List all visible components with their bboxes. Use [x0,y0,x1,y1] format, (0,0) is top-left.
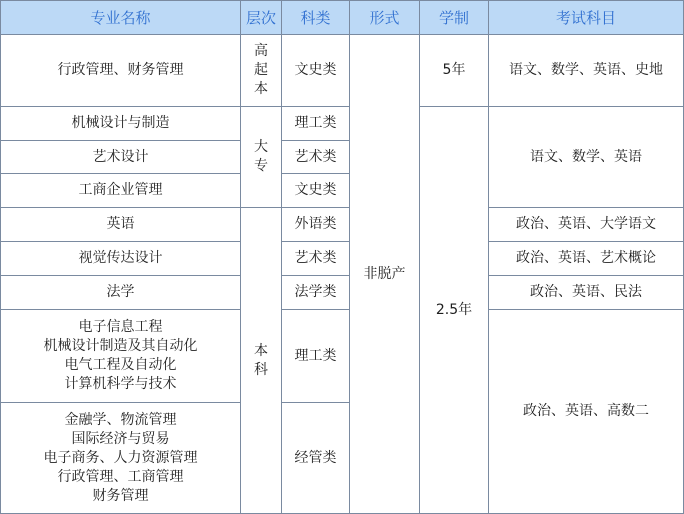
major-cell: 英语 [1,208,241,242]
category-cell: 经管类 [282,403,350,514]
major-cell: 机械设计与制造 [1,107,241,141]
duration-cell: 2.5年 [420,107,489,514]
major-line: 电子商务、人力资源管理 [43,449,198,466]
category-cell: 文史类 [282,174,350,208]
major-cell [1,403,241,514]
subjects-cell: 政治、英语、大学语文 [489,208,684,242]
header-form: 形式 [350,1,420,35]
category-cell: 艺术类 [282,141,350,174]
major-cell: 艺术设计 [1,141,241,174]
category-cell: 理工类 [282,310,350,403]
subjects-cell: 语文、数学、英语 [489,107,684,208]
category-cell: 艺术类 [282,242,350,276]
header-major: 专业名称 [1,1,241,35]
major-line: 财务管理 [92,487,149,504]
level-char: 本 [254,81,268,97]
level-char: 高 [254,43,268,59]
table-row [1,107,684,141]
level-cell [241,208,282,514]
table-row [1,310,684,403]
subjects-cell: 语文、数学、英语、史地 [489,35,684,107]
major-line: 金融学、物流管理 [64,411,177,428]
level-char: 专 [254,158,268,174]
table-row [1,208,684,242]
subjects-cell: 政治、英语、高数二 [489,310,684,514]
header-duration: 学制 [420,1,489,35]
level-char: 起 [254,62,268,78]
major-line: 国际经济与贸易 [71,430,170,447]
header-row [1,1,684,35]
subjects-cell: 政治、英语、艺术概论 [489,242,684,276]
subjects-cell: 政治、英语、民法 [489,276,684,310]
category-cell: 法学类 [282,276,350,310]
major-cell: 工商企业管理 [1,174,241,208]
major-line: 行政管理、工商管理 [57,468,184,485]
table-row [1,35,684,107]
major-cell [1,310,241,403]
level-char: 科 [254,361,268,378]
major-line: 计算机科学与技术 [64,376,177,392]
major-cell: 法学 [1,276,241,310]
major-line: 电气工程及自动化 [64,357,177,373]
table-row [1,276,684,310]
major-line: 电子信息工程 [78,319,163,335]
header-subjects: 考试科目 [489,1,684,35]
level-cell [241,35,282,107]
category-cell: 外语类 [282,208,350,242]
major-cell: 视觉传达设计 [1,242,241,276]
level-char: 本 [254,342,268,359]
header-category: 科类 [282,1,350,35]
category-cell: 理工类 [282,107,350,141]
table-row [1,242,684,276]
duration-cell: 5年 [420,35,489,107]
level-char: 大 [254,139,268,155]
category-cell: 文史类 [282,35,350,107]
form-cell: 非脱产 [350,35,420,514]
header-level: 层次 [241,1,282,35]
level-cell [241,107,282,208]
major-line: 机械设计制造及其自动化 [43,338,198,354]
major-cell: 行政管理、财务管理 [1,35,241,107]
